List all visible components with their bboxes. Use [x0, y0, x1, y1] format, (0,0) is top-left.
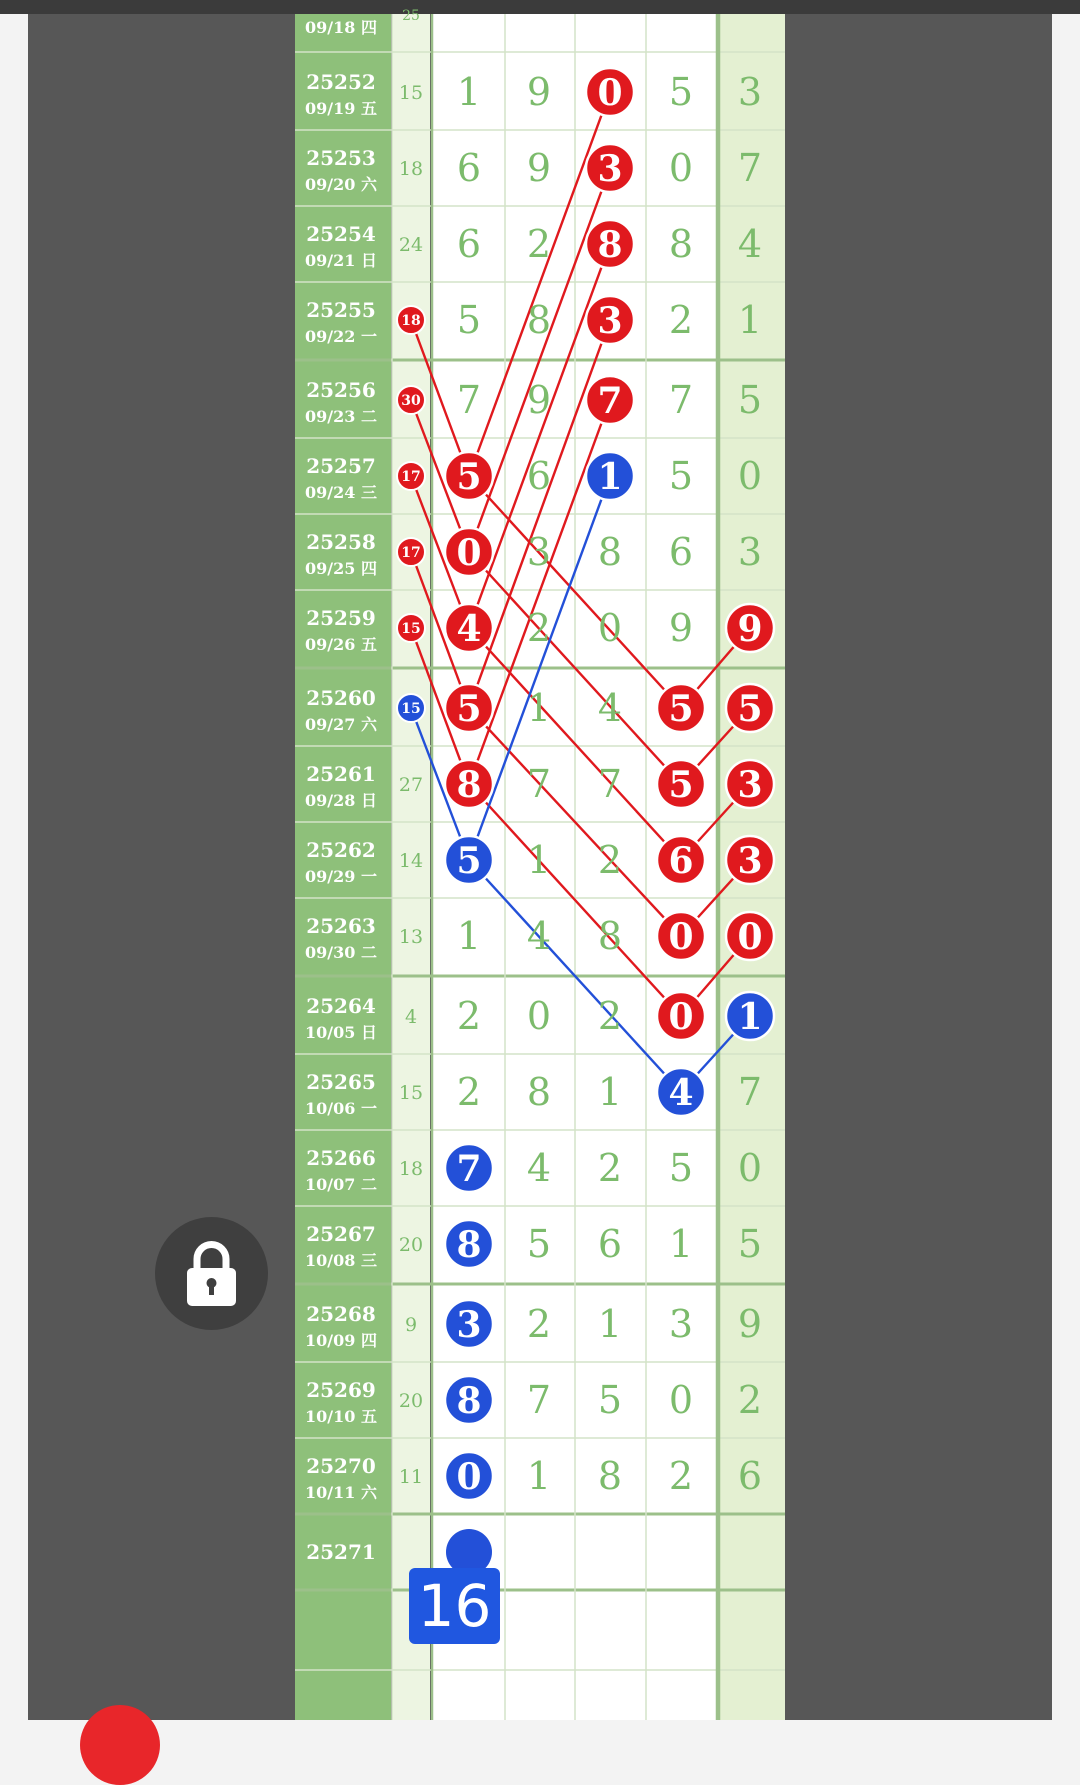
digit-value: 5	[456, 456, 482, 498]
digit-value: 8	[597, 1454, 623, 1498]
issue-date: 09/22 一	[305, 327, 377, 346]
digit-value: 2	[456, 1070, 482, 1114]
issue-date: 09/21 日	[305, 251, 377, 270]
digit-value: 4	[737, 222, 763, 266]
digit-value: 7	[668, 378, 694, 422]
digit-value: 4	[526, 914, 552, 958]
digit-value: 3	[597, 300, 623, 342]
digit-value: 0	[597, 72, 623, 114]
digit-value: 1	[737, 298, 763, 342]
sum-value: 15	[401, 701, 421, 717]
issue-date: 10/06 一	[305, 1099, 377, 1118]
sum-value: 18	[398, 158, 424, 180]
digit-value: 0	[737, 1146, 763, 1190]
red-float-button[interactable]	[80, 1705, 160, 1785]
digit-value: 2	[456, 994, 482, 1038]
digit-value: 5	[456, 840, 482, 882]
issue-date: 09/20 六	[305, 175, 377, 194]
digit-value: 9	[526, 378, 552, 422]
digit-value: 2	[668, 298, 694, 342]
issue-number: 25253	[306, 146, 376, 170]
sum-value: 15	[398, 82, 424, 104]
issue-number: 25258	[306, 530, 376, 554]
issue-date: 10/08 三	[305, 1251, 377, 1270]
digit-value: 3	[597, 148, 623, 190]
sum-value: 18	[398, 1158, 424, 1180]
digit-value: 9	[737, 1302, 763, 1346]
issue-number: 25268	[306, 1302, 376, 1326]
digit-value: 0	[668, 146, 694, 190]
digit-value: 6	[456, 222, 482, 266]
sum-value: 4	[404, 1006, 418, 1028]
issue-date: 10/09 四	[305, 1331, 377, 1350]
issue-number: 25261	[306, 762, 376, 786]
partial-row-sum: 25	[402, 8, 420, 24]
digit-value: 2	[526, 606, 552, 650]
digit-value: 1	[597, 1070, 623, 1114]
digit-value: 2	[737, 1378, 763, 1422]
digit-value: 1	[668, 1222, 694, 1266]
digit-value: 6	[456, 146, 482, 190]
sum-value: 15	[398, 1082, 424, 1104]
issue-number: 25267	[306, 1222, 376, 1246]
digit-value: 7	[597, 762, 623, 806]
issue-number: 25265	[306, 1070, 376, 1094]
issue-date: 10/10 五	[305, 1407, 377, 1426]
digit-value: 0	[456, 1456, 482, 1498]
digit-value: 1	[737, 996, 763, 1038]
digit-value: 8	[668, 222, 694, 266]
sum-value: 20	[398, 1390, 424, 1412]
digit-value: 0	[526, 994, 552, 1038]
digit-value: 7	[597, 380, 623, 422]
issue-date: 09/24 三	[305, 483, 377, 502]
digit-value: 4	[526, 1146, 552, 1190]
digit-value: 2	[526, 1302, 552, 1346]
digit-value: 7	[456, 378, 482, 422]
digit-value: 5	[737, 1222, 763, 1266]
digit-value: 7	[526, 762, 552, 806]
lock-icon	[155, 1217, 268, 1330]
digit-value: 5	[668, 688, 694, 730]
digit-value: 2	[597, 838, 623, 882]
sum-value: 27	[398, 774, 424, 796]
digit-value: 4	[597, 686, 623, 730]
digit-value: 5	[737, 378, 763, 422]
digit-value: 4	[456, 608, 482, 650]
digit-value: 0	[597, 606, 623, 650]
digit-value: 5	[526, 1222, 552, 1266]
digit-value: 3	[668, 1302, 694, 1346]
issue-date: 10/11 六	[305, 1483, 377, 1502]
digit-value: 1	[526, 686, 552, 730]
digit-value: 9	[737, 608, 763, 650]
issue-number: 25269	[306, 1378, 376, 1402]
issue-number: 25252	[306, 70, 376, 94]
digit-value: 8	[597, 914, 623, 958]
sum-value: 18	[401, 313, 421, 329]
digit-value: 3	[737, 764, 763, 806]
sum-value: 20	[398, 1234, 424, 1256]
sum-value: 13	[398, 926, 424, 948]
sum-value: 15	[401, 621, 421, 637]
issue-date: 09/27 六	[305, 715, 377, 734]
digit-value: 5	[737, 688, 763, 730]
digit-value: 7	[737, 146, 763, 190]
digit-value: 2	[597, 1146, 623, 1190]
digit-value: 8	[456, 764, 482, 806]
issue-number: 25254	[306, 222, 376, 246]
digit-value: 6	[737, 1454, 763, 1498]
sum-value: 14	[398, 850, 424, 872]
issue-date: 09/28 日	[305, 791, 377, 810]
digit-value: 1	[526, 1454, 552, 1498]
sum-value: 11	[398, 1466, 424, 1488]
issue-date: 09/29 一	[305, 867, 377, 886]
digit-value: 0	[737, 916, 763, 958]
digit-value: 1	[597, 1302, 623, 1346]
digit-value: 1	[526, 838, 552, 882]
digit-value: 9	[526, 146, 552, 190]
issue-date: 09/30 二	[305, 943, 377, 962]
digit-value: 7	[456, 1148, 482, 1190]
digit-value: 7	[737, 1070, 763, 1114]
digit-value: 8	[456, 1224, 482, 1266]
digit-value: 6	[526, 454, 552, 498]
digit-value: 3	[526, 530, 552, 574]
sum-value: 17	[401, 545, 421, 561]
issue-date: 09/25 四	[305, 559, 377, 578]
issue-date: 09/19 五	[305, 99, 377, 118]
digit-value: 0	[668, 1378, 694, 1422]
issue-number: 25257	[306, 454, 376, 478]
digit-value: 5	[456, 688, 482, 730]
digit-value: 0	[668, 996, 694, 1038]
digit-value: 8	[597, 530, 623, 574]
issue-number: 25256	[306, 378, 376, 402]
sum-value: 17	[401, 469, 421, 485]
digit-value: 1	[456, 70, 482, 114]
digit-value: 0	[737, 454, 763, 498]
digit-value: 5	[668, 1146, 694, 1190]
sum-value: 9	[404, 1314, 418, 1336]
sum-value: 30	[401, 393, 421, 409]
sum-value: 24	[398, 234, 424, 256]
issue-number: 25255	[306, 298, 376, 322]
digit-value: 8	[456, 1380, 482, 1422]
digit-value: 3	[456, 1304, 482, 1346]
digit-value: 2	[597, 994, 623, 1038]
digit-value: 2	[526, 222, 552, 266]
digit-value: 3	[737, 840, 763, 882]
issue-number: 25266	[306, 1146, 376, 1170]
issue-number: 25262	[306, 838, 376, 862]
issue-number: 25260	[306, 686, 376, 710]
digit-value: 8	[597, 224, 623, 266]
issue-date: 10/07 二	[305, 1175, 377, 1194]
digit-value: 0	[668, 916, 694, 958]
digit-value: 8	[526, 298, 552, 342]
digit-value: 0	[456, 532, 482, 574]
next-issue-number: 25271	[306, 1540, 376, 1564]
digit-value: 7	[526, 1378, 552, 1422]
partial-row-date: 09/18 四	[305, 18, 377, 37]
digit-value: 1	[456, 914, 482, 958]
digit-value: 5	[668, 764, 694, 806]
issue-date: 10/05 日	[305, 1023, 377, 1042]
digit-value: 5	[668, 70, 694, 114]
digit-value: 2	[668, 1454, 694, 1498]
digit-value: 5	[668, 454, 694, 498]
digit-value: 6	[668, 530, 694, 574]
digit-value: 3	[737, 530, 763, 574]
digit-value: 6	[668, 840, 694, 882]
digit-value: 1	[597, 456, 623, 498]
digit-value: 5	[456, 298, 482, 342]
digit-value: 4	[668, 1072, 694, 1114]
digit-value: 8	[526, 1070, 552, 1114]
digit-value: 5	[597, 1378, 623, 1422]
digit-value: 9	[668, 606, 694, 650]
issue-date: 09/26 五	[305, 635, 377, 654]
issue-date: 09/23 二	[305, 407, 377, 426]
issue-number: 25263	[306, 914, 376, 938]
digit-value: 9	[526, 70, 552, 114]
issue-number: 25264	[306, 994, 376, 1018]
issue-number: 25259	[306, 606, 376, 630]
issue-number: 25270	[306, 1454, 376, 1478]
lock-button[interactable]	[155, 1217, 268, 1330]
digit-value: 3	[737, 70, 763, 114]
table-row	[305, 1068, 762, 1118]
sum-tooltip: 16	[409, 1568, 500, 1644]
digit-value: 6	[597, 1222, 623, 1266]
